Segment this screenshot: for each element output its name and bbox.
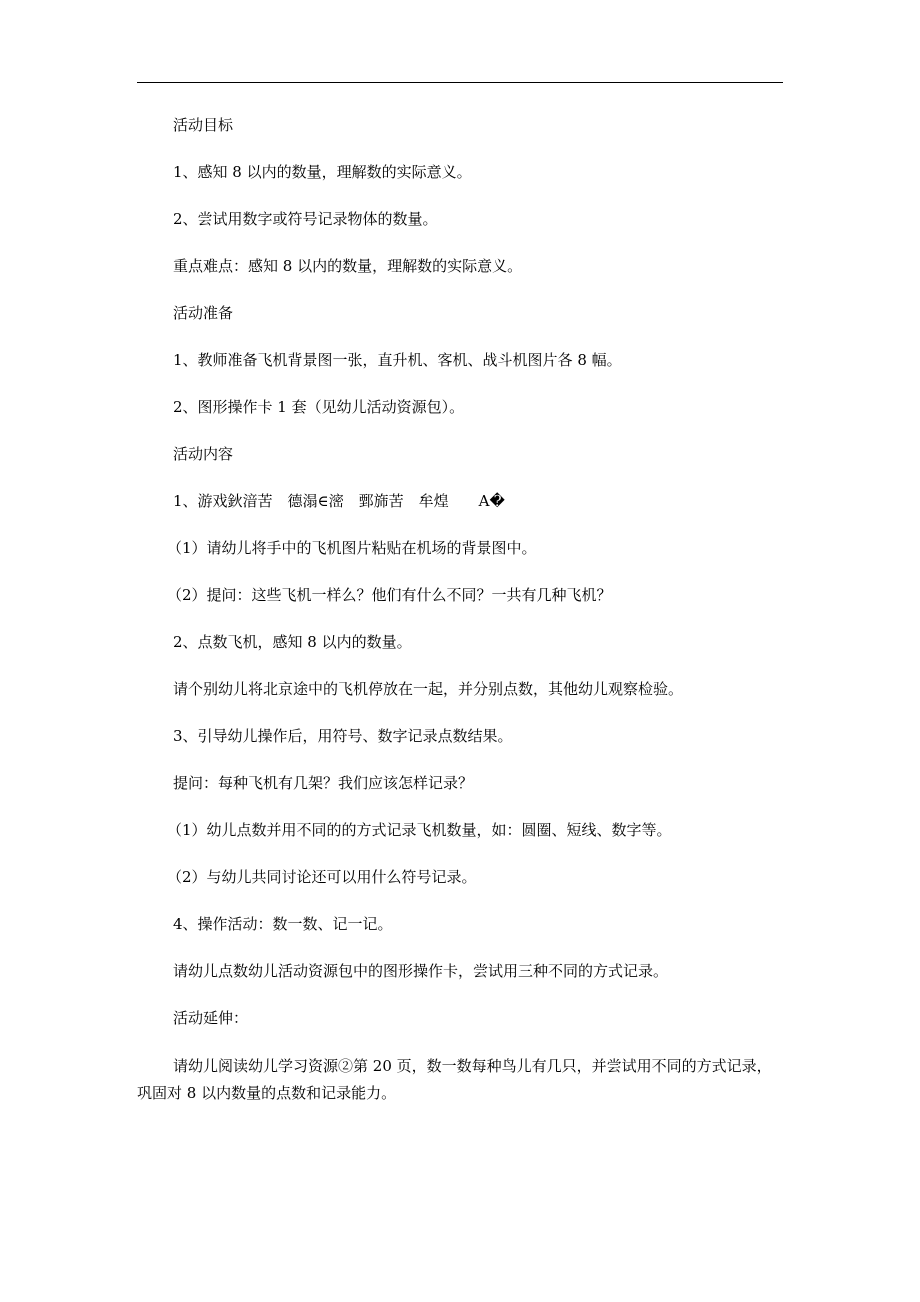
content-item-3: 3、引导幼儿操作后，用符号、数字记录点数结果。 <box>173 727 513 745</box>
heading-activity-extension: 活动延伸： <box>173 1009 249 1027</box>
content-item-2: 2、点数飞机，感知 8 以内的数量。 <box>173 633 412 651</box>
content-item-3-question: 提问：每种飞机有几架？我们应该怎样记录？ <box>173 774 474 792</box>
heading-activity-preparation: 活动准备 <box>173 304 234 322</box>
content-item-3-sub-1: （1）幼儿点数并用不同的的方式记录飞机数量，如：圆圈、短线、数字等。 <box>167 821 672 839</box>
key-difficulty: 重点难点：感知 8 以内的数量，理解数的实际意义。 <box>173 257 523 275</box>
preparation-item-2: 2、图形操作卡 1 套（见幼儿活动资源包）。 <box>173 398 465 416</box>
goal-item-1: 1、感知 8 以内的数量，理解数的实际意义。 <box>173 163 472 181</box>
content-item-1-sub-2: （2）提问：这些飞机一样么？他们有什么不同？一共有几种飞机？ <box>167 586 612 604</box>
content-item-1-sub-1: （1）请幼儿将手中的飞机图片粘贴在机场的背景图中。 <box>167 539 537 557</box>
content-item-4-detail: 请幼儿点数幼儿活动资源包中的图形操作卡，尝试用三种不同的方式记录。 <box>173 962 669 980</box>
content-item-1: 1、游戏鈥湆苦 德溻∈滵 鄄旆苦 牟煌 A� <box>173 492 505 510</box>
heading-activity-content: 活动内容 <box>173 445 234 463</box>
content-item-2-detail: 请个别幼儿将北京途中的飞机停放在一起，并分别点数，其他幼儿观察检验。 <box>173 680 684 698</box>
goal-item-2: 2、尝试用数字或符号记录物体的数量。 <box>173 210 438 228</box>
preparation-item-1: 1、教师准备飞机背景图一张，直升机、客机、战斗机图片各 8 幅。 <box>173 351 622 369</box>
document-body <box>137 113 783 1107</box>
heading-activity-goals: 活动目标 <box>173 116 234 134</box>
extension-paragraph: 请幼儿阅读幼儿学习资源②第 20 页，数一数每种鸟儿有几只，并尝试用不同的方式记录，巩固对 8 以内数量的点数和记录能力。 <box>137 1057 772 1102</box>
content-item-4: 4、操作活动：数一数、记一记。 <box>173 915 393 933</box>
content-item-3-sub-2: （2）与幼儿共同讨论还可以用什么符号记录。 <box>167 868 477 886</box>
header-rule <box>137 82 783 83</box>
